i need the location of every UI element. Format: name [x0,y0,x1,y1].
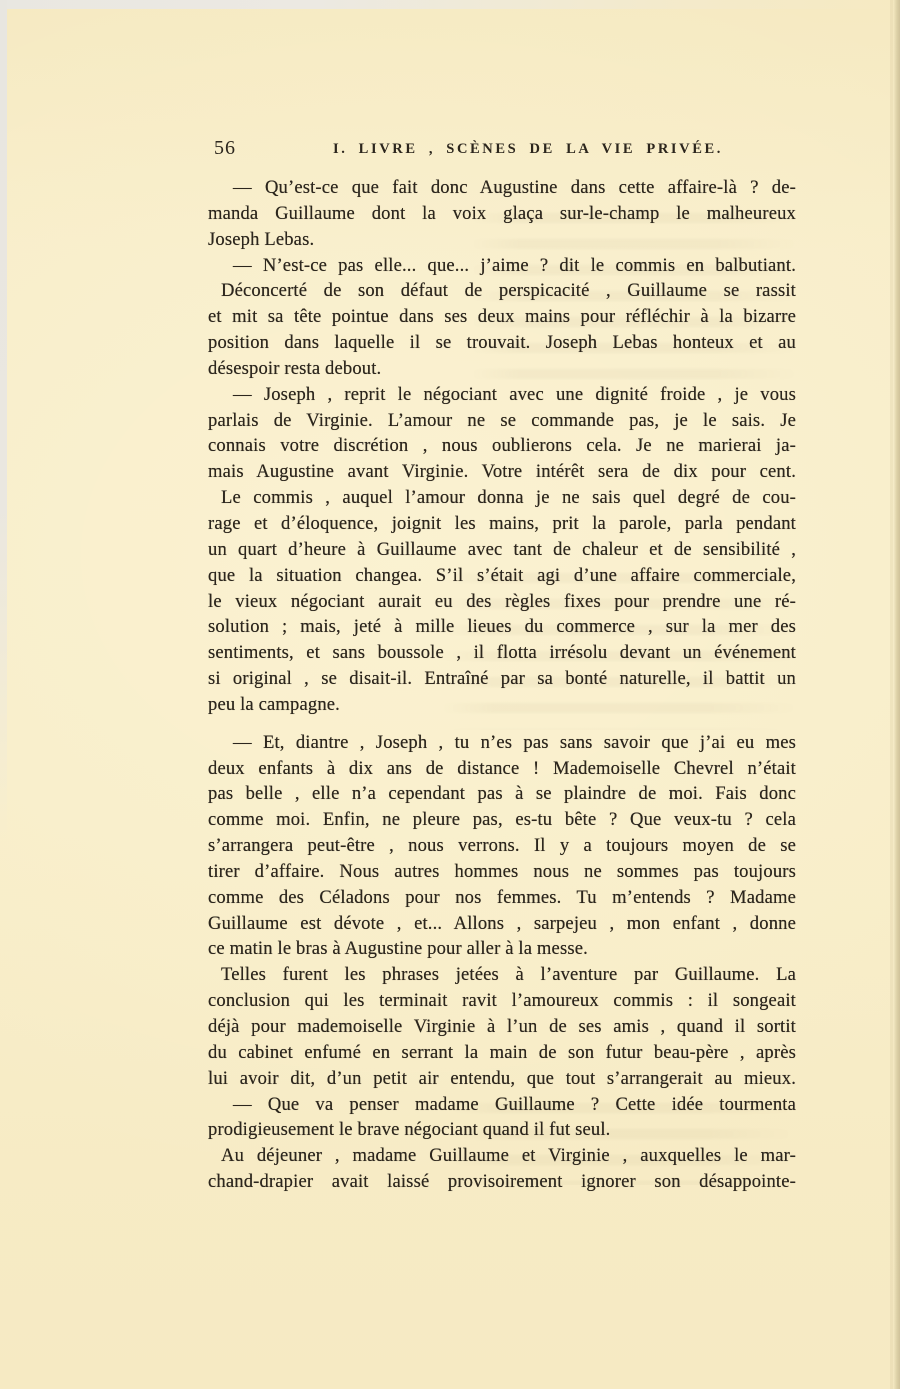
text-line: et mit sa tête pointue dans ses deux mains pour réfléchir à la bizarre [208,306,796,328]
text-line: lui avoir dit, d’un petit air entendu, que tout s’arrangerait au mieux. [208,1067,796,1089]
text-line: — N’est-ce pas elle... que... j’aime ? dit le commis en balbutiant. [233,254,796,276]
text-line: Déconcerté de son défaut de perspicacité , Guillaume se rassit [221,280,796,302]
dialogue-paragraph [208,175,796,253]
page-number: 56 [214,137,236,159]
running-title: I. LIVRE , SCÈNES DE LA VIE PRIVÉE. [332,141,724,157]
scan-edge-left [0,0,7,840]
text-line: — Joseph , reprit le négociant avec une dignité froide , je vous [233,383,796,405]
text-line: le vieux négociant aurait eu des règles fixes pour prendre une ré- [208,590,796,612]
text-line: déjà pour mademoiselle Virginie à l’un de ses amis , quand il sortit [208,1016,796,1037]
text-line: deux enfants à dix ans de distance ! Mademoiselle Chevrel n’était [208,757,796,779]
dialogue-paragraph [208,730,796,963]
text-line: parlais de Virginie. L’amour ne se commande pas, je le sais. Je [208,409,796,431]
dialogue-paragraph [208,1092,796,1144]
text-line: pas belle , elle n’a cependant pas à se plaindre de moi. Fais donc [208,783,796,805]
text-line: un quart d’heure à Guillaume avec tant de chaleur et de sensibilité , [208,538,796,560]
text-line: Telles furent les phrases jetées à l’aventure par Guillaume. La [221,964,796,986]
paragraph [208,485,796,718]
text-line: connais votre discrétion , nous oublierons cela. Je ne marierai ja- [208,435,796,457]
dialogue-paragraph [208,253,796,279]
scan-edge-top [0,0,900,9]
text-line: mais Augustine avant Virginie. Votre intérêt sera de dix pour cent. [208,461,796,483]
text-line: s’arrangera peut-être , nous verrons. Il y a toujours moyen de se [208,835,796,857]
text-line: Guillaume est dévote , et... Allons , sarpejeu , mon enfant , donne [208,912,796,934]
text-line: que la situation changea. S’il s’était agi d’une affaire commerciale, [208,564,796,586]
text-line: conclusion qui les terminait ravit l’amoureux commis : il songeait [208,990,796,1012]
text-line: position dans laquelle il se trouvait. Joseph Lebas honteux et au [208,332,796,354]
text-line: prodigieusement le brave négociant quand il fut seul. [208,1119,611,1141]
text-line: chand-drapier avait laissé provisoirement ignorer son désappointe- [208,1171,796,1193]
page-header [208,137,796,163]
text-line: solution ; mais, jeté à mille lieues du commerce , sur la mer des [208,616,796,638]
dialogue-paragraph [208,382,796,485]
text-line: sentiments, et sans boussole , il flotta irrésolu devant un événement [208,642,796,664]
paragraph [208,1143,796,1195]
text-line: ce matin le bras à Augustine pour aller à la messe. [208,938,588,960]
paragraph [208,962,796,1091]
text-line: Le commis , auquel l’amour donna je ne sais quel degré de cou- [221,487,796,509]
text-line: — Et, diantre , Joseph , tu n’es pas sans savoir que j’ai eu mes [233,731,796,753]
text-line: du cabinet enfumé en serrant la main de son futur beau-père , après [208,1041,796,1063]
text-line: si original , se disait-il. Entraîné par sa bonté naturelle, il battit un [208,668,796,690]
text-line: — Que va penser madame Guillaume ? Cette idée tourmenta [233,1093,796,1115]
text-line: manda Guillaume dont la voix glaça sur-le-champ le malheureux [208,202,796,224]
text-line: — Qu’est-ce que fait donc Augustine dans cette affaire-là ? de- [233,177,796,198]
text-line: peu la campagne. [208,693,340,715]
text-line: comme moi. Enfin, ne pleure pas, es-tu bête ? Que veux-tu ? cela [208,809,796,831]
text-line: Joseph Lebas. [208,228,315,250]
text-line: désespoir resta debout. [208,357,382,379]
page-edge-right [893,0,900,1389]
text-line: rage et d’éloquence, joignit les mains, prit la parole, parla pendant [208,512,796,534]
body-text [208,175,796,1195]
text-line: tirer d’affaire. Nous autres hommes nous ne sommes pas toujours [208,860,796,882]
text-line: comme des Céladons pour nos femmes. Tu m’entends ? Madame [208,886,796,908]
paragraph [208,278,796,381]
text-line: Au déjeuner , madame Guillaume et Virginie , auxquelles le mar- [221,1145,796,1167]
